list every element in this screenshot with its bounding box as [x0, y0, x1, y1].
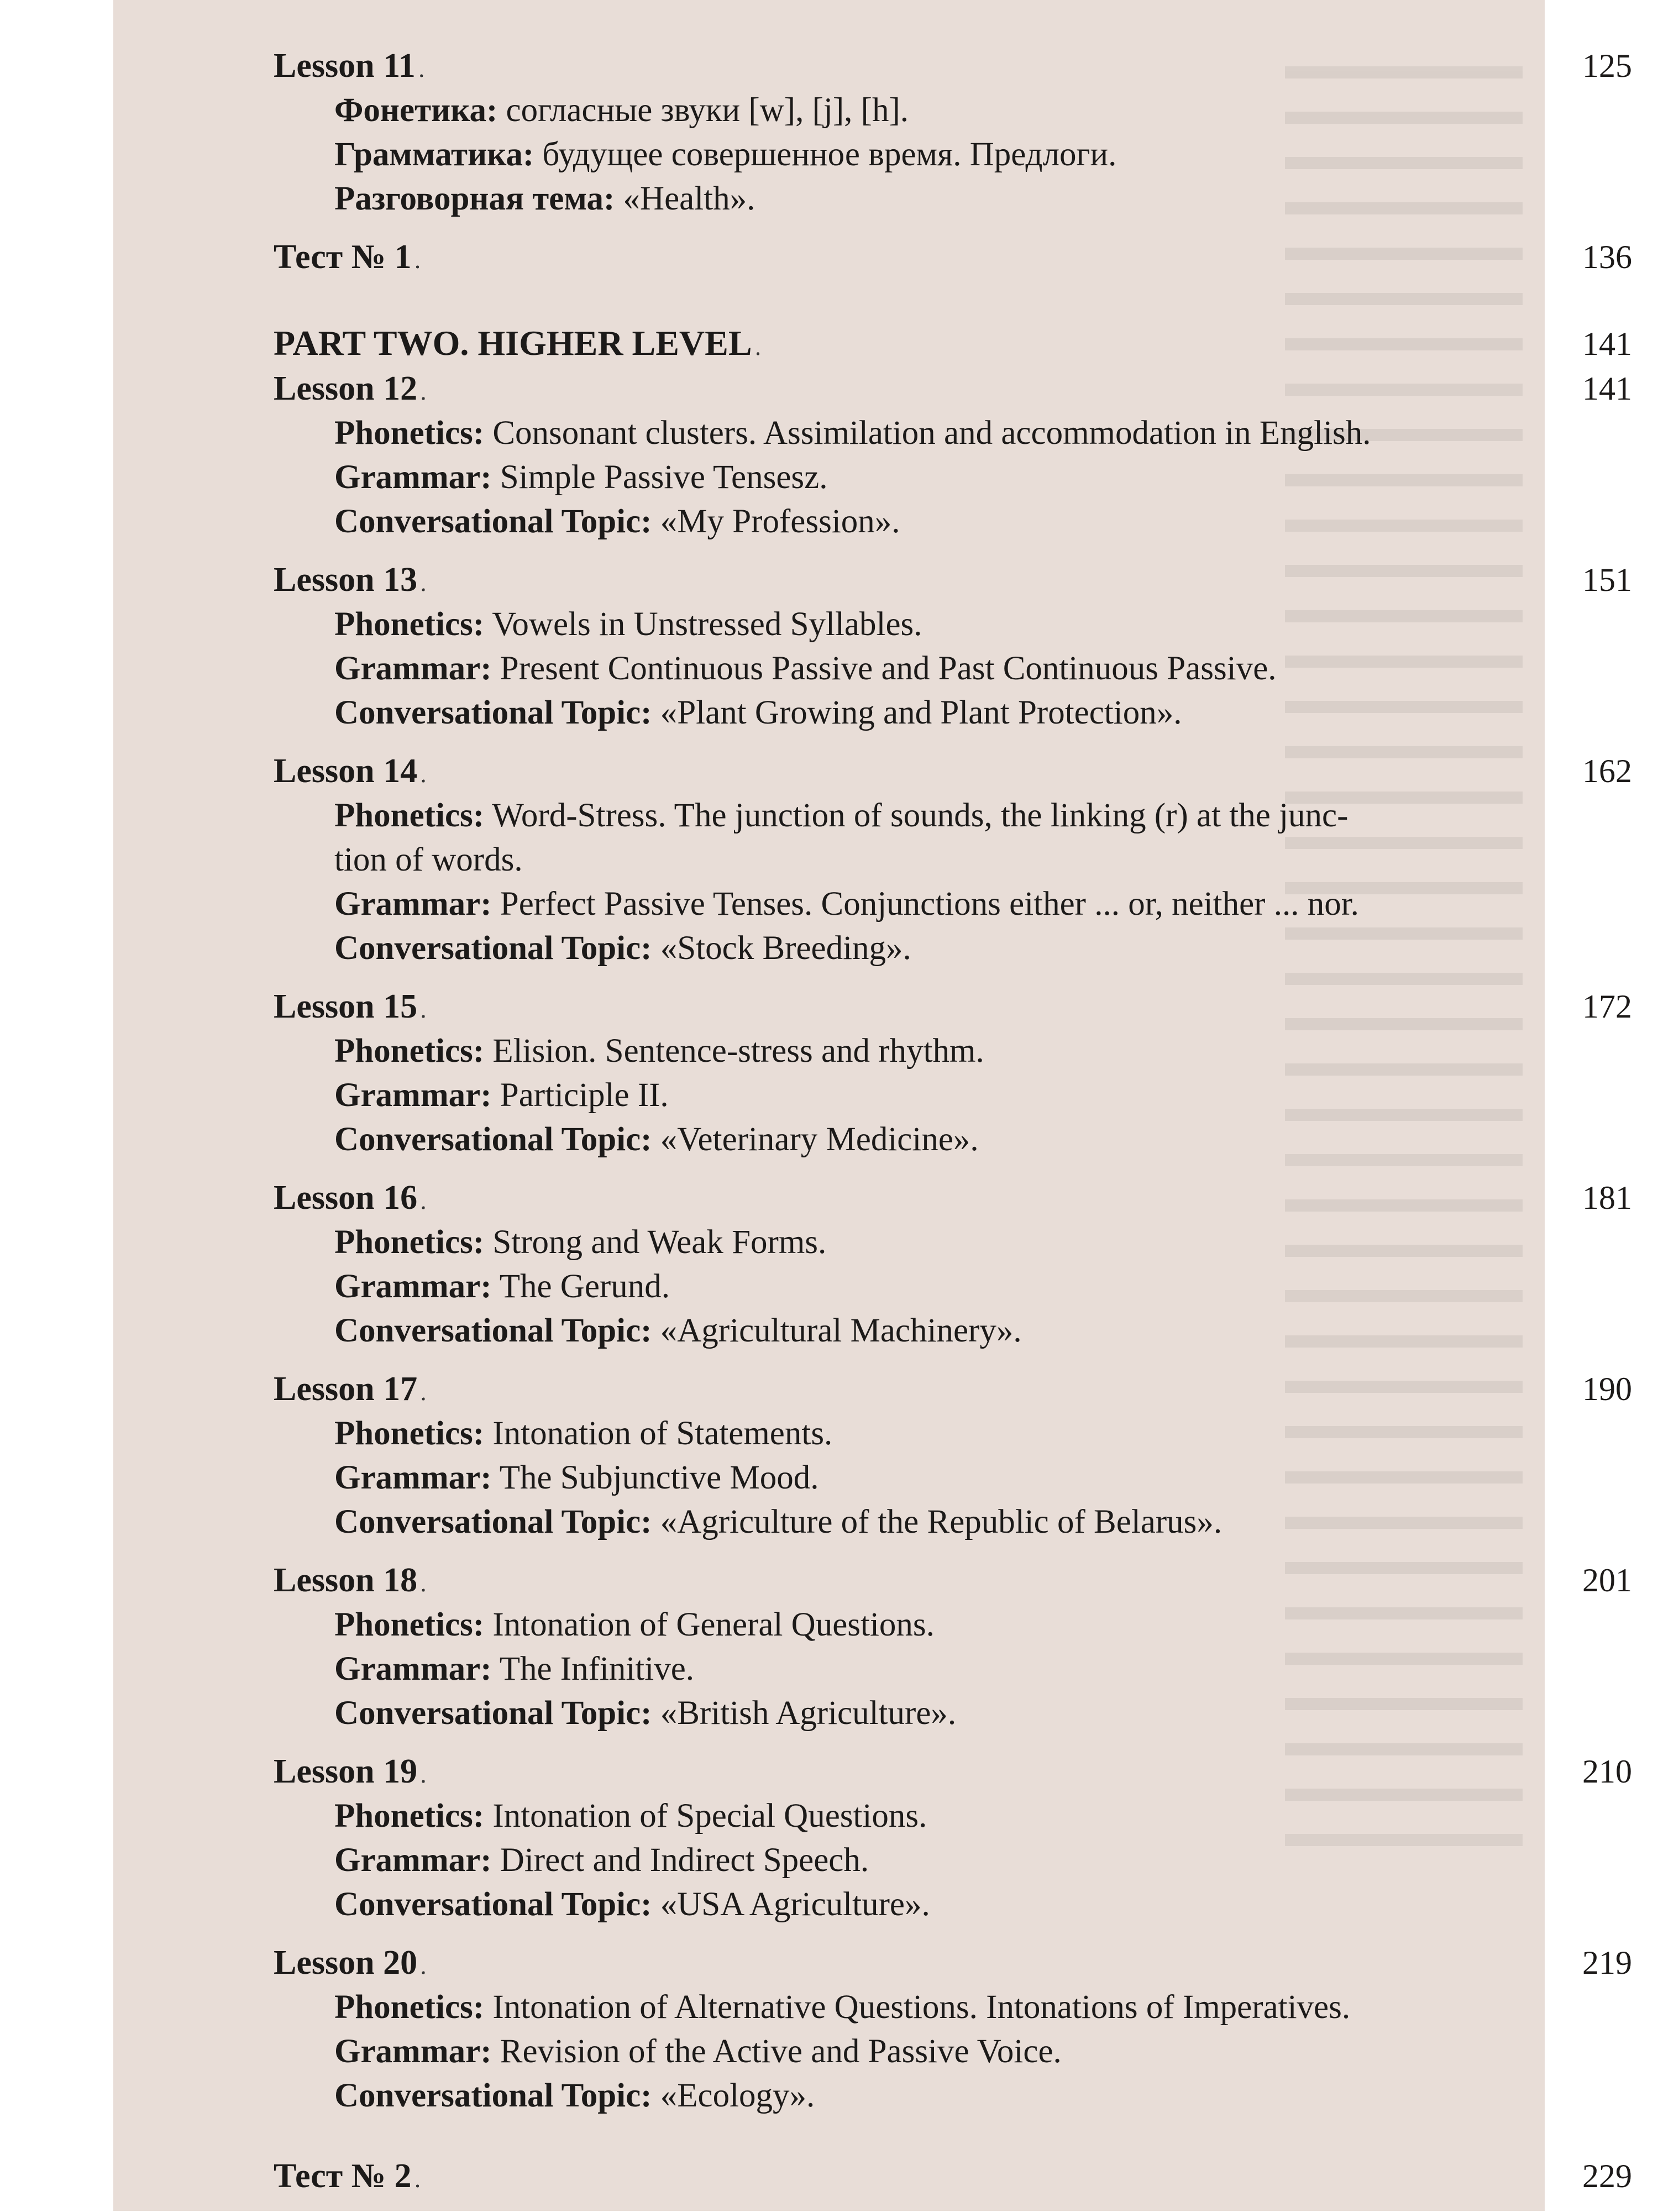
- subline-label: Phonetics:: [334, 1989, 485, 2026]
- subline-text: Word-Stress. The junction of sounds, the linking (r) at the junc-: [484, 797, 1349, 834]
- subline-text: Intonation of General Questions.: [484, 1606, 935, 1643]
- toc-entry-heading: [274, 1940, 1632, 1985]
- subline-label: Conversational Topic:: [334, 694, 652, 731]
- subline-text: Participle II.: [491, 1077, 669, 1114]
- subline-text: Simple Passive Tensesz.: [491, 459, 828, 496]
- subline-text: «Stock Breeding».: [652, 930, 911, 967]
- subline-label: Conversational Topic:: [334, 1503, 652, 1540]
- subline-label: Conversational Topic:: [334, 1695, 652, 1732]
- table-of-contents: [274, 43, 1632, 2212]
- page-number: 136: [1582, 239, 1632, 275]
- subline-text: Intonation of Special Questions.: [484, 1797, 927, 1834]
- subline-text: Perfect Passive Tenses. Conjunctions either ... or, neither ... nor.: [491, 885, 1359, 922]
- toc-entry-heading: [274, 234, 1632, 280]
- subline-text: The Subjunctive Mood.: [491, 1459, 819, 1496]
- page-number: 181: [1582, 1180, 1632, 1216]
- toc-entry-heading: [274, 984, 1632, 1029]
- page-number: 141: [1582, 370, 1632, 407]
- subline-label: Grammar:: [334, 650, 492, 687]
- subline-label: Grammar:: [334, 885, 492, 922]
- dot-leader: [421, 1940, 1579, 1989]
- entry-subline: [334, 500, 1632, 544]
- entry-subline: [334, 411, 1632, 455]
- toc-entry-heading: [274, 1366, 1632, 1412]
- subline-text: Strong and Weak Forms.: [484, 1224, 827, 1261]
- entry-subline: [334, 1456, 1632, 1500]
- entry-subline: [334, 1647, 1632, 1691]
- toc-entry-heading: [274, 1749, 1632, 1794]
- entry-subline: [334, 2074, 1632, 2118]
- entry-title: Lesson 16: [274, 1179, 418, 1217]
- entry-title: Lesson 18: [274, 1561, 418, 1599]
- subline-text: The Infinitive.: [491, 1650, 695, 1687]
- dot-leader: [421, 984, 1579, 1033]
- subline-label: Grammar:: [334, 1268, 492, 1305]
- entry-subline: [334, 1500, 1632, 1544]
- subline-text: «Plant Growing and Plant Protection».: [652, 694, 1182, 731]
- subline-label: Conversational Topic:: [334, 1121, 652, 1158]
- subline-label: Grammar:: [334, 1077, 492, 1114]
- toc-entry: [274, 2153, 1632, 2199]
- subline-text: Revision of the Active and Passive Voice.: [491, 2033, 1062, 2070]
- subline-text: Intonation of Alternative Questions. Intonations of Imperatives.: [484, 1989, 1351, 2026]
- subline-label: Phonetics:: [334, 606, 485, 643]
- dot-leader: [421, 557, 1579, 606]
- entry-subline: [334, 1265, 1632, 1309]
- toc-entry-heading: [274, 43, 1632, 88]
- subline-label: Phonetics:: [334, 415, 485, 452]
- subline-label: Grammar:: [334, 2033, 492, 2070]
- subline-text: Consonant clusters. Assimilation and accommodation in English.: [484, 415, 1371, 452]
- dot-leader: [421, 1366, 1579, 1416]
- toc-entry: [274, 1940, 1632, 2118]
- toc-entry-heading: [274, 2153, 1632, 2199]
- page-number: 141: [1582, 326, 1632, 362]
- subline-label: Phonetics:: [334, 797, 485, 834]
- subline-label: Phonetics:: [334, 1797, 485, 1834]
- toc-entry: [274, 984, 1632, 1162]
- dot-leader: [415, 2153, 1579, 2203]
- subline-label: Phonetics:: [334, 1606, 485, 1643]
- entry-title: Lesson 15: [274, 988, 418, 1025]
- toc-entry: [274, 748, 1632, 971]
- entry-subline: [334, 647, 1632, 691]
- entry-subline: [334, 1985, 1632, 2030]
- toc-entry: [274, 321, 1632, 366]
- subline-label: Grammar:: [334, 1842, 492, 1879]
- toc-entry-heading: [274, 321, 1632, 366]
- subline-text: Intonation of Statements.: [484, 1415, 833, 1452]
- subline-text: Vowels in Unstressed Syllables.: [484, 606, 922, 643]
- entry-title: Lesson 13: [274, 561, 418, 599]
- page-number: 210: [1582, 1753, 1632, 1790]
- entry-title: Тест № 2: [274, 2157, 412, 2195]
- subline-text: «British Agriculture».: [652, 1695, 957, 1732]
- entry-subline: [334, 1073, 1632, 1118]
- entry-subline: [334, 1794, 1632, 1838]
- toc-entry: [274, 366, 1632, 544]
- entry-subline: [334, 1220, 1632, 1265]
- toc-entry: [274, 1558, 1632, 1736]
- subline-label: Phonetics:: [334, 1032, 485, 1070]
- entry-subline: [334, 838, 1632, 882]
- entry-subline: [334, 133, 1632, 177]
- entry-subline: [334, 177, 1632, 221]
- subline-text: «Veterinary Medicine».: [652, 1121, 979, 1158]
- dot-leader: [419, 43, 1579, 92]
- toc-entry: [274, 234, 1632, 280]
- entry-subline: [334, 1029, 1632, 1073]
- subline-text: tion of words.: [334, 841, 523, 878]
- dot-leader: [421, 366, 1579, 415]
- page-number: 219: [1582, 1944, 1632, 1981]
- subline-text: согласные звуки [w], [j], [h].: [497, 92, 909, 129]
- page-number: 172: [1582, 988, 1632, 1025]
- subline-text: «Ecology».: [652, 2077, 815, 2114]
- dot-leader: [755, 321, 1580, 370]
- entry-title: Lesson 20: [274, 1944, 418, 1982]
- entry-subline: [334, 1838, 1632, 1883]
- page-number: 125: [1582, 48, 1632, 84]
- subline-label: Grammar:: [334, 1459, 492, 1496]
- entry-subline: [334, 1883, 1632, 1927]
- entry-title: Lesson 14: [274, 752, 418, 790]
- entry-subline: [334, 455, 1632, 500]
- entry-title: Тест № 1: [274, 238, 412, 276]
- subline-label: Грамматика:: [334, 136, 534, 173]
- toc-entry-heading: [274, 1175, 1632, 1220]
- subline-text: «Agricultural Machinery».: [652, 1312, 1022, 1349]
- book-page: [113, 0, 1632, 2211]
- entry-subline: [334, 88, 1632, 133]
- dot-leader: [421, 1175, 1579, 1224]
- entry-title: Lesson 19: [274, 1753, 418, 1790]
- entry-subline: [334, 882, 1632, 926]
- subline-label: Фонетика:: [334, 92, 498, 129]
- toc-entry: [274, 1366, 1632, 1544]
- page-number: 229: [1582, 2158, 1632, 2194]
- toc-entry-heading: [274, 366, 1632, 411]
- subline-label: Phonetics:: [334, 1224, 485, 1261]
- part-title: PART TWO. HIGHER LEVEL: [274, 323, 752, 363]
- subline-label: Grammar:: [334, 1650, 492, 1687]
- entry-subline: [334, 1603, 1632, 1647]
- toc-entry: [274, 1749, 1632, 1927]
- toc-entry-heading: [274, 557, 1632, 602]
- toc-entry: [274, 557, 1632, 735]
- dot-leader: [415, 234, 1579, 284]
- toc-entry: [274, 43, 1632, 221]
- dot-leader: [421, 1558, 1579, 1607]
- entry-subline: [334, 926, 1632, 971]
- toc-entry-heading: [274, 1558, 1632, 1603]
- entry-subline: [334, 602, 1632, 647]
- subline-text: Present Continuous Passive and Past Continuous Passive.: [491, 650, 1277, 687]
- entry-subline: [334, 691, 1632, 735]
- entry-subline: [334, 2030, 1632, 2074]
- subline-label: Conversational Topic:: [334, 930, 652, 967]
- subline-text: будущее совершенное время. Предлоги.: [534, 136, 1117, 173]
- entry-subline: [334, 794, 1632, 838]
- subline-text: «USA Agriculture».: [652, 1886, 930, 1923]
- subline-text: Direct and Indirect Speech.: [491, 1842, 869, 1879]
- subline-label: Conversational Topic:: [334, 503, 652, 540]
- entry-title: Lesson 17: [274, 1370, 418, 1408]
- dot-leader: [421, 1749, 1579, 1798]
- subline-label: Conversational Topic:: [334, 1312, 652, 1349]
- subline-label: Conversational Topic:: [334, 2077, 652, 2114]
- subline-text: «My Profession».: [652, 503, 900, 540]
- page-number: 190: [1582, 1371, 1632, 1407]
- subline-label: Phonetics:: [334, 1415, 485, 1452]
- subline-text: Elision. Sentence-stress and rhythm.: [484, 1032, 984, 1070]
- toc-entry-heading: [274, 748, 1632, 794]
- subline-label: Grammar:: [334, 459, 492, 496]
- subline-label: Conversational Topic:: [334, 1886, 652, 1923]
- entry-subline: [334, 1118, 1632, 1162]
- entry-subline: [334, 1412, 1632, 1456]
- page-number: 151: [1582, 562, 1632, 598]
- dot-leader: [421, 748, 1579, 798]
- subline-label: Разговорная тема:: [334, 180, 615, 217]
- subline-text: «Agriculture of the Republic of Belarus».: [652, 1503, 1222, 1540]
- subline-text: The Gerund.: [491, 1268, 670, 1305]
- subline-text: «Health».: [615, 180, 755, 217]
- entry-subline: [334, 1309, 1632, 1353]
- page-number: 201: [1582, 1562, 1632, 1598]
- entry-subline: [334, 1691, 1632, 1736]
- toc-entry: [274, 1175, 1632, 1353]
- page-number: 162: [1582, 753, 1632, 789]
- entry-title: Lesson 11: [274, 47, 416, 85]
- entry-title: Lesson 12: [274, 370, 418, 407]
